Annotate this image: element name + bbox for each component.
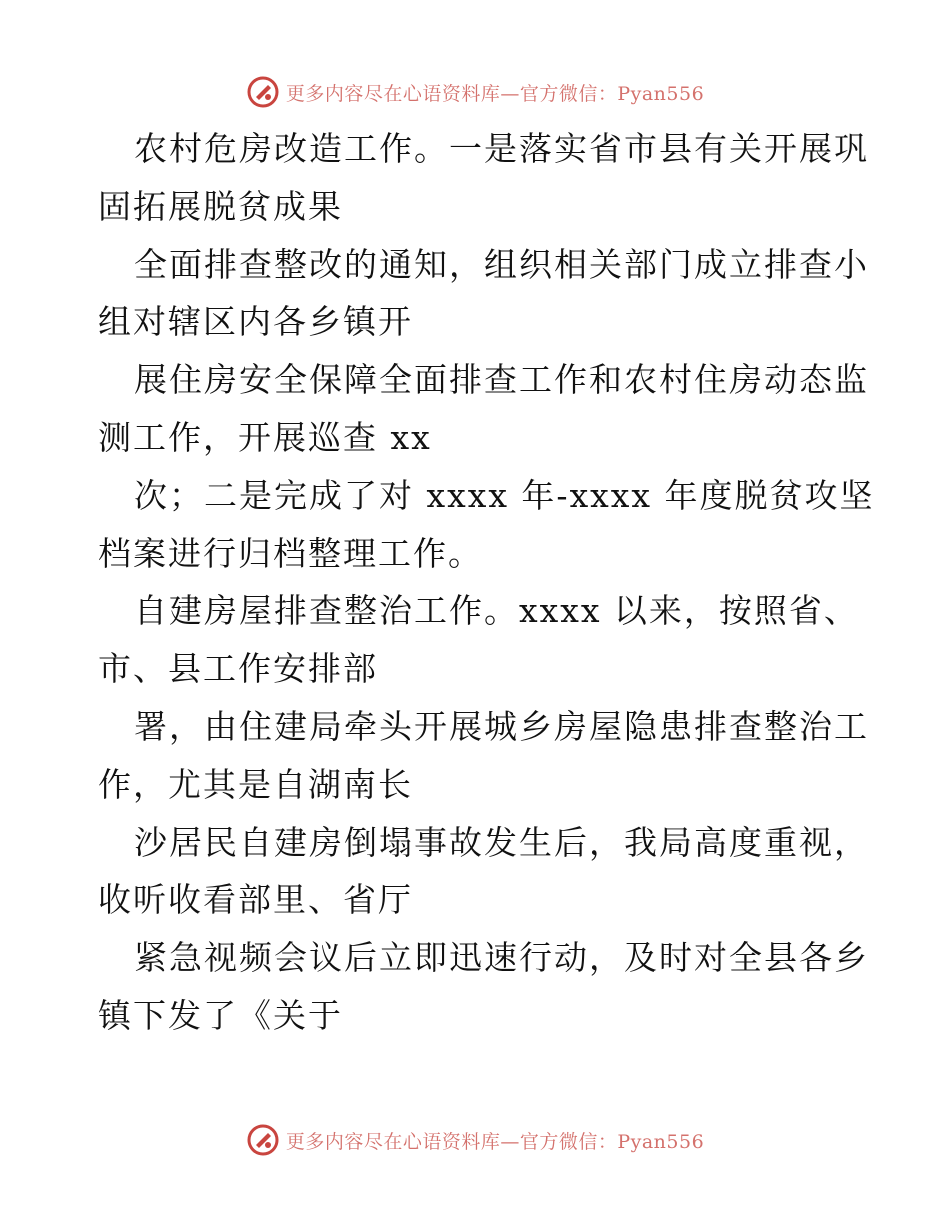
text-line: 展住房安全保障全面排查工作和农村住房动态监 bbox=[134, 360, 869, 400]
text-line: 固拓展脱贫成果 bbox=[98, 186, 343, 226]
header-banner-text: 更多内容尽在心语资料库—官方微信：Pyan556 bbox=[285, 82, 705, 105]
text-line: 沙居民自建房倒塌事故发生后，我局高度重视， bbox=[134, 822, 869, 862]
text-line: 档案进行归档整理工作。 bbox=[98, 533, 483, 573]
text-line: 农村危房改造工作。一是落实省市县有关开展巩 bbox=[134, 129, 869, 168]
text-line: 自建房屋排查整治工作。xxxx 以来，按照省、 bbox=[134, 591, 859, 631]
text-line: 署，由住建局牵头开展城乡房屋隐患排查整治工 bbox=[134, 706, 869, 746]
text-line: 收听收看部里、省厅 bbox=[98, 880, 413, 920]
red-circle-logo-icon bbox=[246, 75, 280, 109]
footer-banner bbox=[0, 1120, 950, 1160]
text-line: 组对辖区内各乡镇开 bbox=[98, 302, 413, 342]
red-circle-logo-icon bbox=[246, 1123, 280, 1157]
text-line: 市、县工作安排部 bbox=[98, 649, 378, 689]
text-line: 次；二是完成了对 xxxx 年-xxxx 年度脱贫攻坚 bbox=[134, 475, 875, 515]
document-body bbox=[98, 120, 875, 1045]
footer-banner-text: 更多内容尽在心语资料库—官方微信：Pyan556 bbox=[285, 1130, 705, 1153]
text-line: 测工作，开展巡查 xx bbox=[98, 417, 432, 457]
text-line: 全面排查整改的通知，组织相关部门成立排查小 bbox=[134, 244, 869, 284]
header-banner bbox=[0, 72, 950, 112]
text-line: 作，尤其是自湖南长 bbox=[98, 764, 413, 804]
text-line: 镇下发了《关于 bbox=[98, 995, 343, 1035]
text-line: 紧急视频会议后立即迅速行动，及时对全县各乡 bbox=[134, 938, 869, 978]
